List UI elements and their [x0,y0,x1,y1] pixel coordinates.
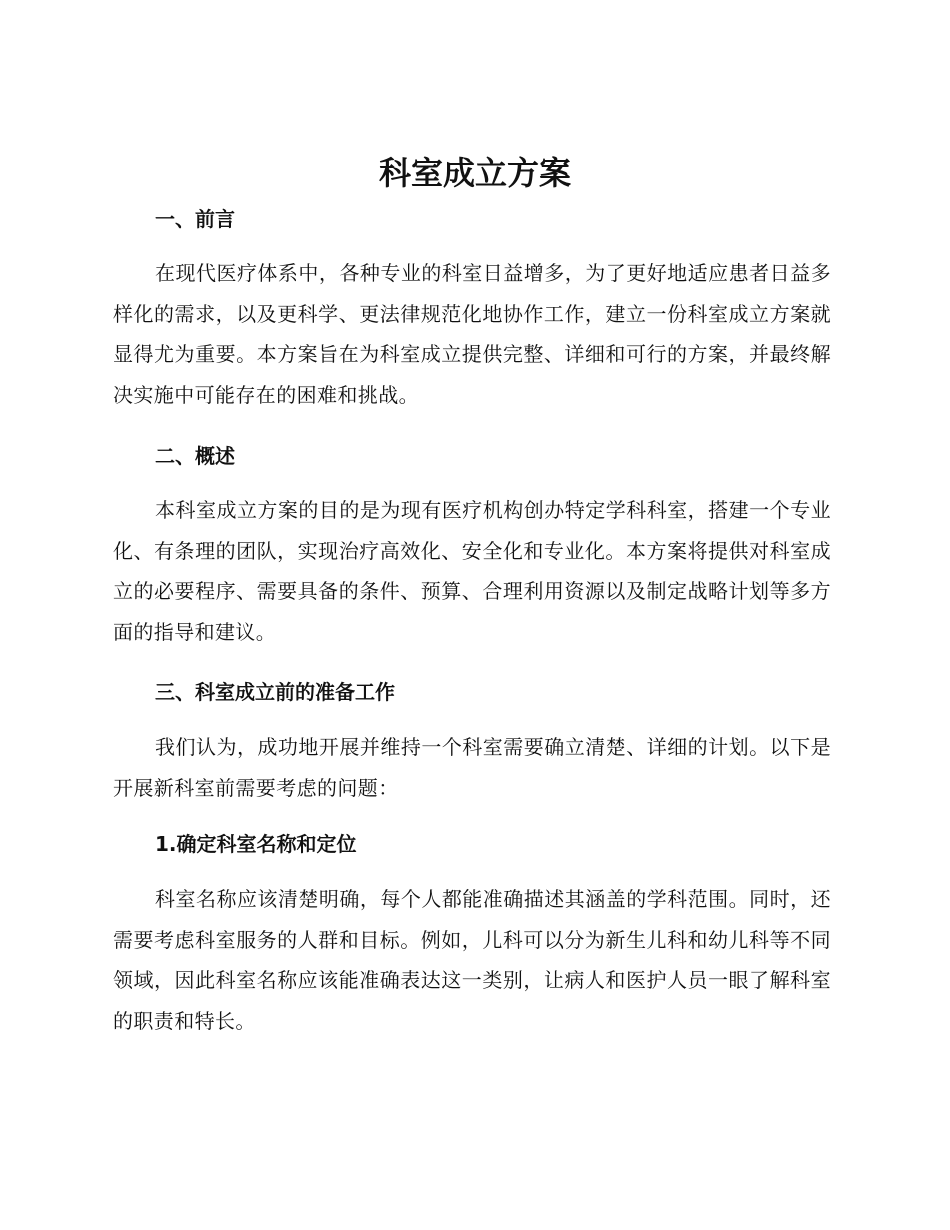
section-preparation-body [113,727,831,808]
section-preparation [113,677,831,707]
section-preface [113,204,831,234]
section-heading: 1.确定科室名称和定位 [155,832,357,856]
section-heading: 二、概述 [155,444,235,468]
section-paragraph: 我们认为，成功地开展并维持一个科室需要确立清楚、详细的计划。以下是开展新科室前需要考虑的问题： [113,735,831,800]
section-paragraph: 科室名称应该清楚明确，每个人都能准确描述其涵盖的学科范围。同时，还需要考虑科室服务的人群和目标。例如，儿科可以分为新生儿科和幼儿科等不同领域，因此科室名称应该能准确表达这一类别，让病人和医护人员一眼了解科室的职责和特长。 [113,887,831,1033]
section-heading: 三、科室成立前的准备工作 [155,680,395,704]
subsection-name-and-positioning [113,829,831,859]
section-paragraph: 在现代医疗体系中，各种专业的科室日益增多，为了更好地适应患者日益多样化的需求，以及更科学、更法律规范化地协作工作，建立一份科室成立方案就显得尤为重要。本方案旨在为科室成立提供完整、详细和可行的方案，并最终解决实施中可能存在的困难和挑战。 [113,261,831,407]
document-title: 科室成立方案 [378,154,571,192]
subsection-name-and-positioning-body [113,879,831,1041]
section-heading: 一、前言 [155,207,235,231]
section-paragraph: 本科室成立方案的目的是为现有医疗机构创办特定学科科室，搭建一个专业化、有条理的团队，实现治疗高效化、安全化和专业化。本方案将提供对科室成立的必要程序、需要具备的条件、预算、合理利用资源以及制定战略计划等多方面的指导和建议。 [113,498,831,644]
section-overview [113,441,831,471]
section-overview-body [113,490,831,652]
section-preface-body [113,253,831,415]
